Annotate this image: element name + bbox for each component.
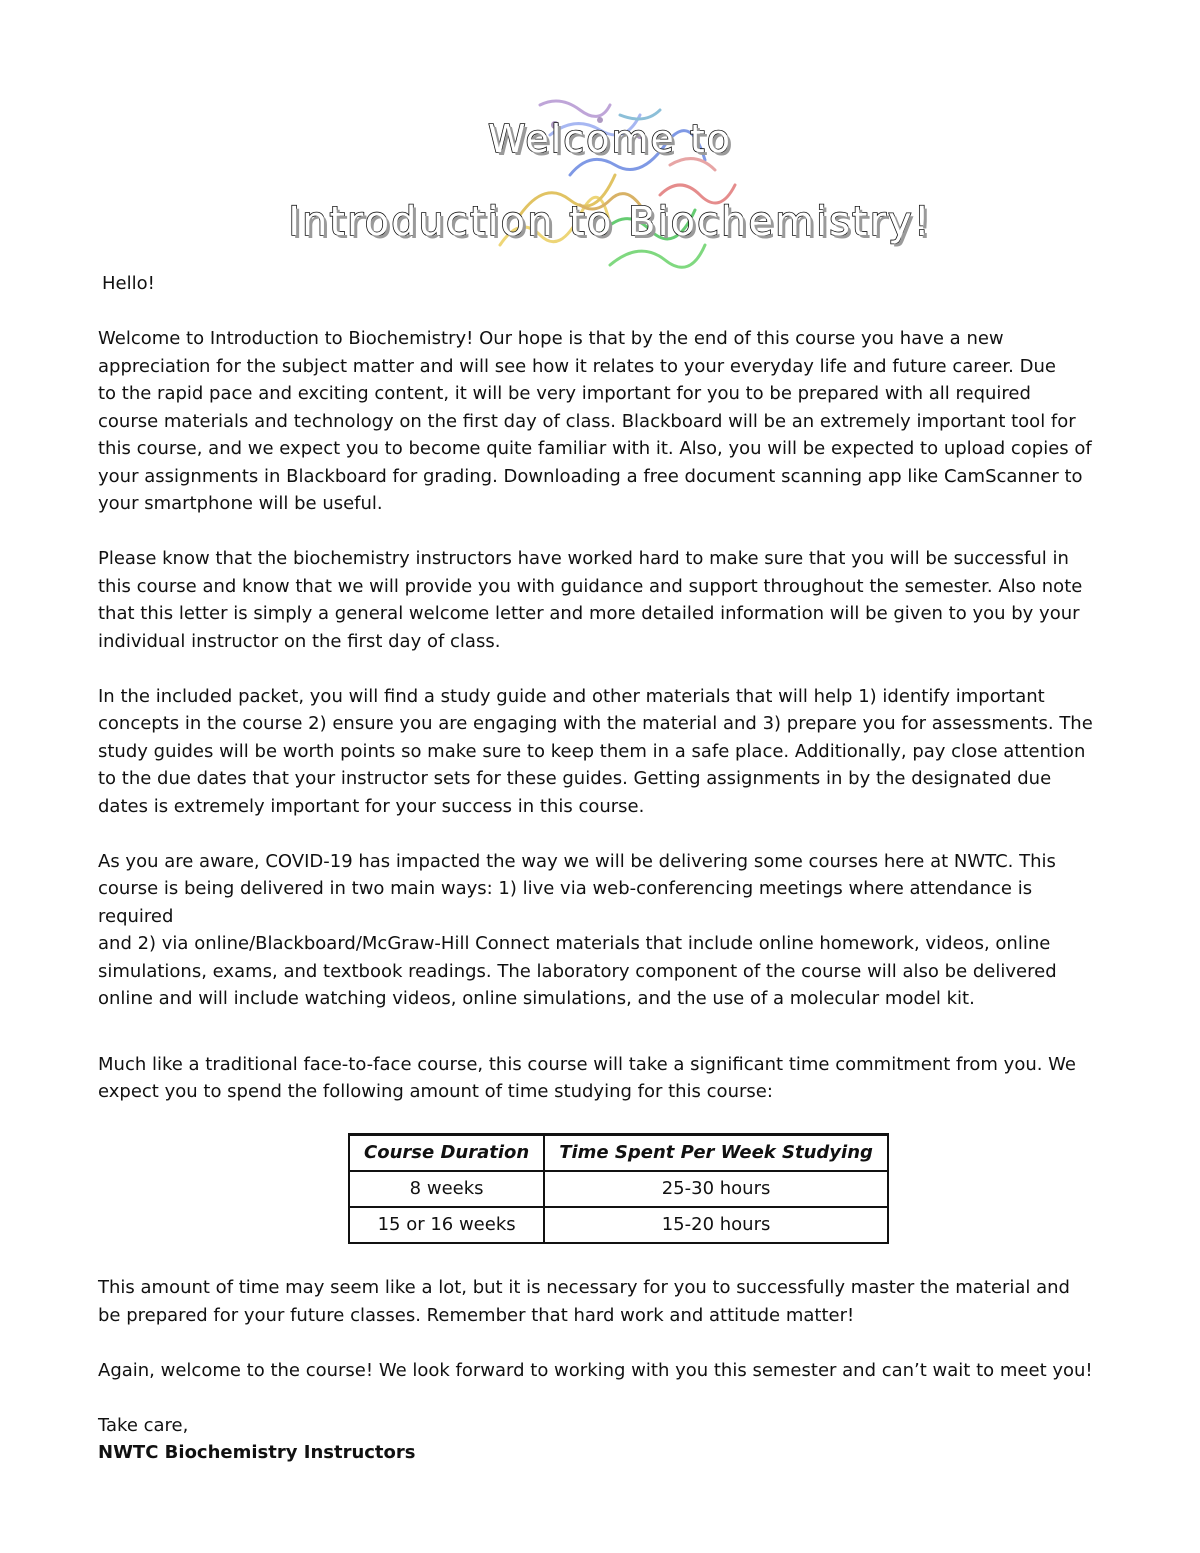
paragraph-encouragement: This amount of time may seem like a lot, but it is necessary for you to successfully master the material and be prepared for your future classes. Remember that hard work and attitude matter! xyxy=(98,1277,1070,1326)
letter-body xyxy=(98,270,1110,1467)
table-header-duration: Course Duration xyxy=(349,1135,544,1172)
table-cell-time: 25-30 hours xyxy=(544,1171,888,1207)
paragraph-support: Please know that the biochemistry instructors have worked hard to make sure that you will be successful in this course and know that we will provide you with guidance and support throughout the semester. Also note that this letter is simply a general welcome letter and more detailed information will be given to you by your individual instructor on the first day of class. xyxy=(98,548,1083,652)
greeting: Hello! xyxy=(102,273,155,294)
paragraph-welcome-again: Again, welcome to the course! We look forward to working with you this semester and can’t wait to meet you! xyxy=(98,1359,1093,1381)
table-header-row xyxy=(349,1135,888,1172)
table-header-time: Time Spent Per Week Studying xyxy=(544,1135,888,1172)
table-cell-duration: 8 weeks xyxy=(349,1171,544,1207)
table-row xyxy=(349,1171,888,1207)
paragraph-time-commitment: Much like a traditional face-to-face course, this course will take a significant time commitment from you. We expect you to spend the following amount of time studying for this course: xyxy=(98,1053,1077,1102)
paragraph-intro: Welcome to Introduction to Biochemistry! Our hope is that by the end of this course you have a new appreciation for the subject matter and will see how it relates to your everyday life and future career. Due to the rapid pace and exciting content, it will be very important for you to be prepared with all required course materials and technology on the first day of class. Blackboard will be an extremely important tool for this course, and we expect you to become quite familiar with it. Also, you will be expected to upload copies of your assignments in Blackboard for grading. Downloading a free document scanning app like CamScanner to your smartphone will be useful. xyxy=(98,328,1092,514)
signature: NWTC Biochemistry Instructors xyxy=(98,1442,416,1463)
title-line-2: Introduction to Biochemistry! xyxy=(288,199,932,245)
study-time-table xyxy=(348,1133,889,1244)
table-cell-time: 15-20 hours xyxy=(544,1207,888,1243)
table-cell-duration: 15 or 16 weeks xyxy=(349,1207,544,1243)
closing: Take care, xyxy=(98,1414,189,1436)
letter-header xyxy=(260,95,960,285)
paragraph-packet: In the included packet, you will find a study guide and other materials that will help 1) identify important concepts in the course 2) ensure you are engaging with the material and 3) prepare you for assessments. The study guides will be worth points so make sure to keep them in a safe place. Additionally, pay close attention to the due dates that your instructor sets for these guides. Getting assignments in by the designated due dates is extremely important for your success in this course. xyxy=(98,685,1093,817)
table-row xyxy=(349,1207,888,1243)
paragraph-covid: As you are aware, COVID-19 has impacted the way we will be delivering some courses here at NWTC. This course is being delivered in two main ways: 1) live via web-conferencing meetings where attendance is required and 2) via online/Blackboard/McGraw-Hill Connect materials that include online homework, videos, online simulations, exams, and textbook readings. The laboratory component of the course will also be delivered online and will include watching videos, online simulations, and the use of a molecular model kit. xyxy=(98,850,1057,1009)
title-line-1: Welcome to xyxy=(487,117,733,161)
